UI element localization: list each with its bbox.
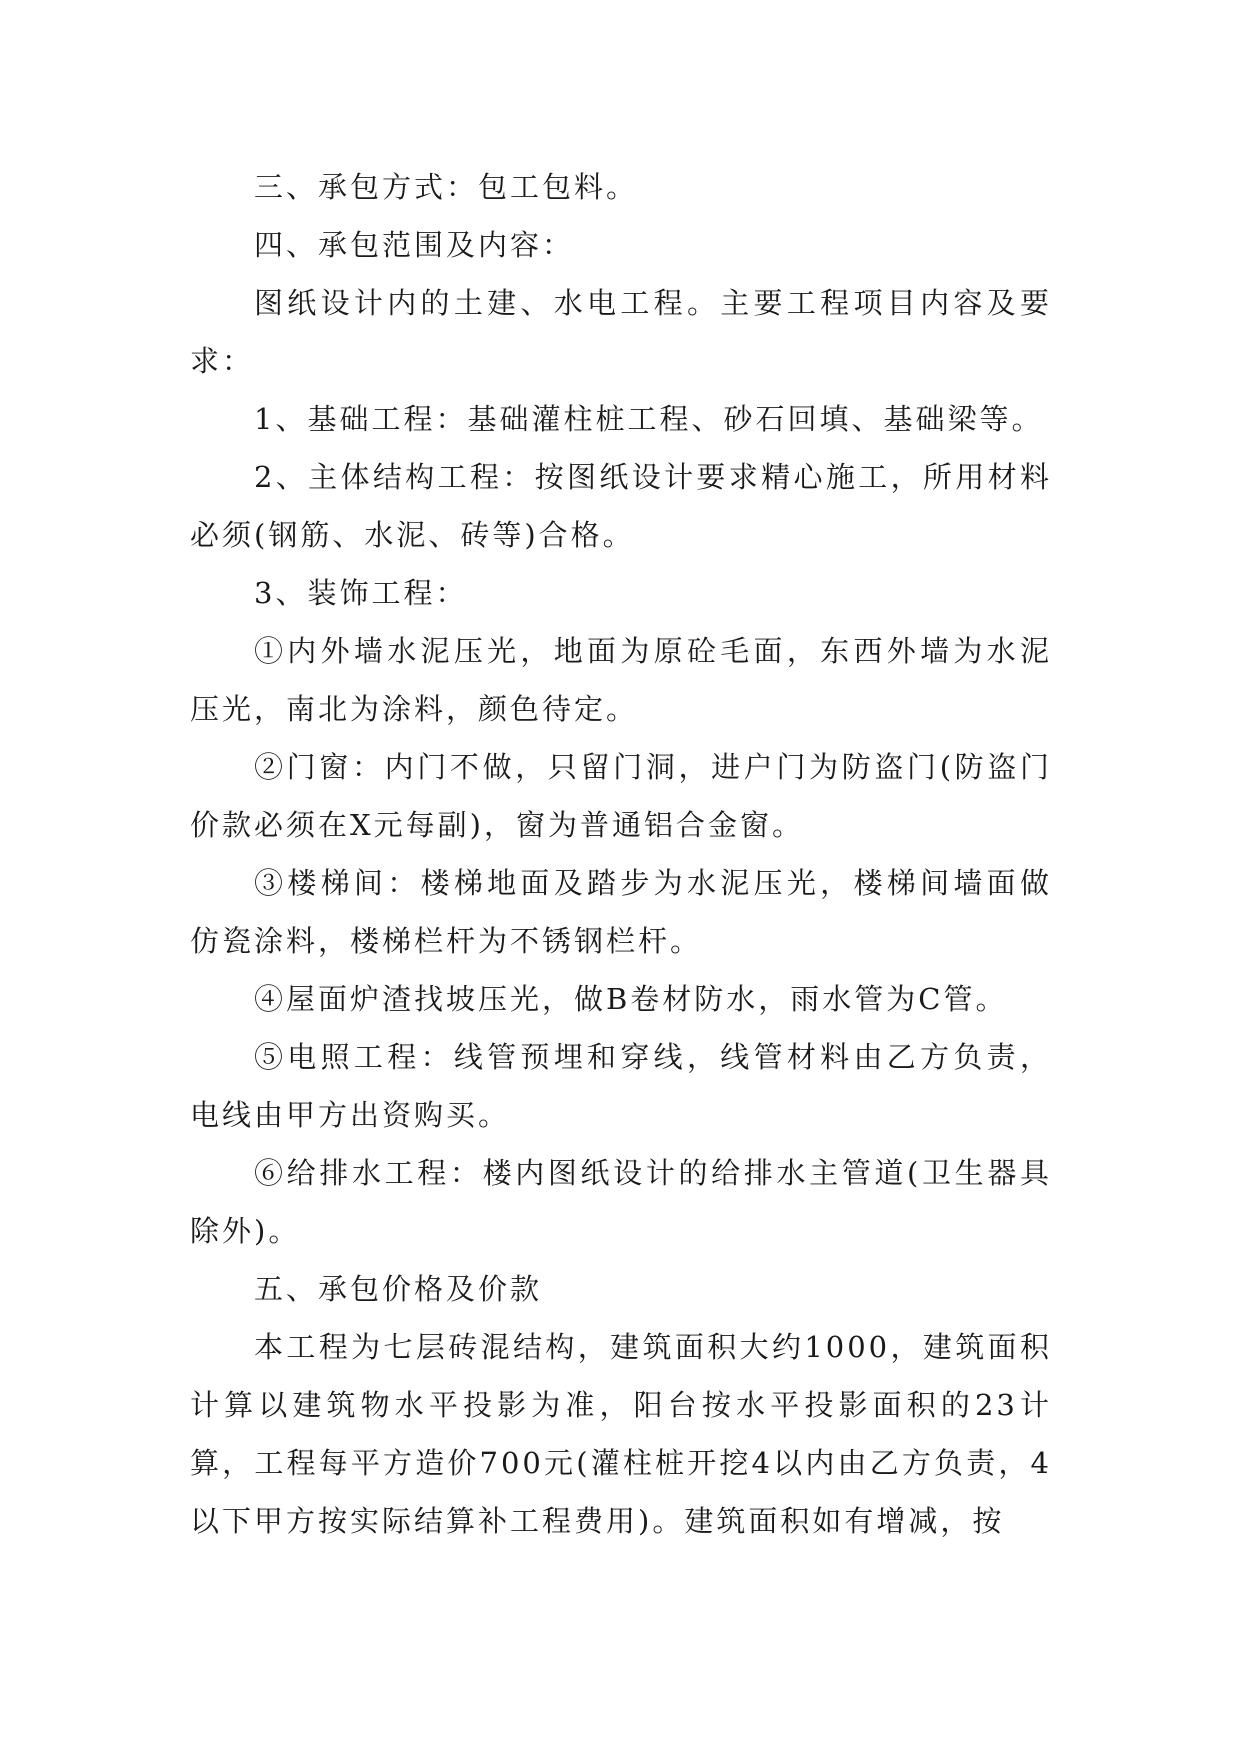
paragraph-contract-method: 三、承包方式：包工包料。 bbox=[254, 170, 639, 204]
paragraph-scope-intro: 图纸设计内的土建、水电工程。主要工程项目内容及要求： bbox=[190, 286, 1052, 378]
paragraph-walls: ①内外墙水泥压光，地面为原砼毛面，东西外墙为水泥压光，南北为涂料，颜色待定。 bbox=[190, 634, 1052, 726]
paragraph-foundation-works: 1、基础工程：基础灌柱桩工程、砂石回填、基础梁等。 bbox=[254, 402, 1044, 436]
paragraph-electrical: ⑤电照工程：线管预埋和穿线，线管材料由乙方负责，电线由甲方出资购买。 bbox=[190, 1040, 1052, 1132]
paragraph-stairwell: ③楼梯间：楼梯地面及踏步为水泥压光，楼梯间墙面做仿瓷涂料，楼梯栏杆为不锈钢栏杆。 bbox=[190, 866, 1052, 958]
paragraph-roof: ④屋面炉渣找坡压光，做B卷材防水，雨水管为C管。 bbox=[254, 982, 1008, 1016]
paragraph-decoration-heading: 3、装饰工程： bbox=[254, 576, 468, 610]
paragraph-price-details: 本工程为七层砖混结构，建筑面积大约1000，建筑面积计算以建筑物水平投影为准，阳台按水平投影面积的23计算，工程每平方造价700元(灌柱桩开挖4以内由乙方负责，4以下甲方按实际结算补工程费用)。建筑面积如有增减，按 bbox=[190, 1330, 1052, 1538]
document-body bbox=[190, 158, 1052, 1550]
paragraph-plumbing: ⑥给排水工程：楼内图纸设计的给排水主管道(卫生器具除外)。 bbox=[190, 1156, 1052, 1248]
paragraph-main-structure: 2、主体结构工程：按图纸设计要求精心施工，所用材料必须(钢筋、水泥、砖等)合格。 bbox=[190, 460, 1052, 552]
paragraph-scope-heading: 四、承包范围及内容： bbox=[254, 228, 575, 262]
paragraph-doors-windows: ②门窗：内门不做，只留门洞，进户门为防盗门(防盗门价款必须在X元每副)，窗为普通铝合金窗。 bbox=[190, 750, 1052, 842]
paragraph-price-heading: 五、承包价格及价款 bbox=[254, 1272, 543, 1306]
